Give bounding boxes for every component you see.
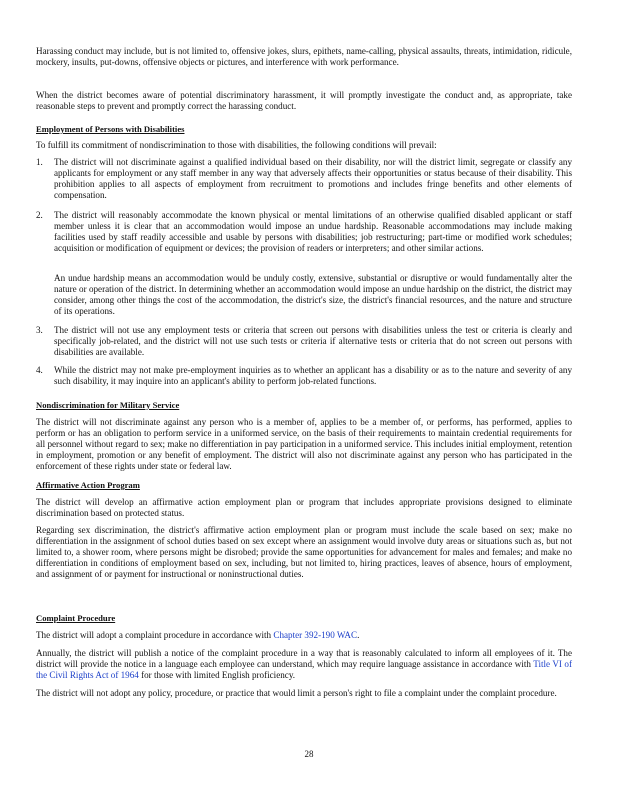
annual-notice-paragraph [36, 648, 572, 681]
harassing-conduct-paragraph: Harassing conduct may include, but is not limited to, offensive jokes, slurs, epithets, name-calling, physical assaults, threats, intimidation, ridicule, mockery, insults, put-downs, offensive objects or pictures, and interference with work performance. [36, 46, 572, 67]
list-item-number: 4. [36, 365, 43, 375]
undue-hardship-paragraph: An undue hardship means an accommodation would be unduly costly, extensive, substantial or disruptive or would fundamentally alter the nature or operation of the district. In determining whether an accommodation would impose an undue hardship on the district, the district may consider, among other things the cost of the accommodation, the district's size, the district's financial resources, and the nature and structure of its operations. [54, 273, 572, 316]
affirmative-action-paragraph: The district will develop an affirmative action employment plan or program that includes appropriate provisions designed to eliminate discrimination based on protected status. [36, 497, 572, 518]
title-vi-civil-rights-act-link[interactable]: Title VI of the Civil Rights Act of 1964 [36, 658, 572, 680]
page-number: 28 [304, 749, 314, 759]
list-item-text: The district will reasonably accommodate the known physical or mental limitations of an otherwise qualified disabled applicant or staff member unless it is clear that an accommodation would impose an undue hardship. Reasonable accommodations may include making facilities used by staff readily accessible and usable by persons with disabilities; job restructuring; part-time or modified work schedules; acquisition or modification of equipment or devices; the provision of readers or interpreters; and other similar actions. [54, 210, 572, 253]
list-item-text: The district will not discriminate against a qualified individual based on their disability, nor will the district limit, segregate or classify any applicants for employment or any staff member in any way that adversely affects their opportunities or status because of their disability. This prohibition applies to all aspects of employment from recruitment to promotions and includes fringe benefits and other elements of compensation. [54, 157, 572, 200]
district-response-paragraph: When the district becomes aware of potential discriminatory harassment, it will promptly investigate the conduct and, as appropriate, take reasonable steps to prevent and promptly correct the harassing conduct. [36, 90, 572, 111]
list-item-text: While the district may not make pre-employment inquiries as to whether an applicant has a disability or as to the nature and severity of any such disability, it may inquire into an applicant's ability to perform job-related functions. [54, 365, 572, 386]
list-item-text: The district will not use any employment tests or criteria that screen out persons with disabilities unless the test or criteria is clearly and specifically job-related, and the district will not use such tests or criteria if alternative tests or criteria that do not screen out persons with disabilities are available. [54, 325, 572, 357]
notice-text: Annually, the district will publish a notice of the complaint procedure in a way that is reasonably calculated to inform all employees of it. The district will provide the notice in a language each employee can understand, which may require language assistance in accordance with [36, 648, 572, 669]
list-item-number: 3. [36, 325, 43, 335]
chapter-392-190-wac-link[interactable]: Chapter 392-190 WAC [273, 630, 358, 640]
sex-discrimination-paragraph: Regarding sex discrimination, the district's affirmative action employment plan or program must include the scale based on sex; make no differentiation in the assignment of school duties based on sex except where an assignment would involve duty areas or situations such as, but not limited to, a shower room, where persons might be disrobed; provide the same opportunities for advancement for males and females; and make no differentiation in conditions of employment based on sex, including, but not limited to, hiring practices, leaves of absence, hours of employment, and assignment of or payment for instructional or noninstructional duties. [36, 525, 572, 579]
complaint-procedure-heading: Complaint Procedure [36, 613, 116, 623]
no-limiting-policy-paragraph: The district will not adopt any policy, procedure, or practice that would limit a person's right to file a complaint under the complaint procedure. [36, 688, 557, 698]
disabilities-intro: To fulfill its commitment of nondiscrimination to those with disabilities, the following conditions will prevail: [36, 140, 437, 150]
complaint-procedure-paragraph [36, 630, 572, 641]
notice-text: for those with limited English proficiency. [138, 669, 296, 680]
military-heading: Nondiscrimination for Military Service [36, 400, 180, 410]
disabilities-heading: Employment of Persons with Disabilities [36, 124, 185, 134]
military-paragraph: The district will not discriminate against any person who is a member of, applies to be a member of, or performs, has performed, applies to perform or has an obligation to perform service in a uniformed service, on the basis of their requirements to maintain credential requirements for all personnel without regard to sex; make no differentiation in pay participation in a uniformed service. This includes initial employment, retention in employment, promotion or any benefit of employment. The district will also not discriminate against any person who has participated in the enforcement of these rights under state or federal law. [36, 417, 572, 471]
list-item-number: 2. [36, 210, 43, 220]
complaint-text: The district will adopt a complaint procedure in accordance with [36, 630, 274, 640]
list-item-number: 1. [36, 157, 43, 167]
affirmative-action-heading: Affirmative Action Program [36, 480, 140, 490]
complaint-text: . [357, 630, 360, 640]
